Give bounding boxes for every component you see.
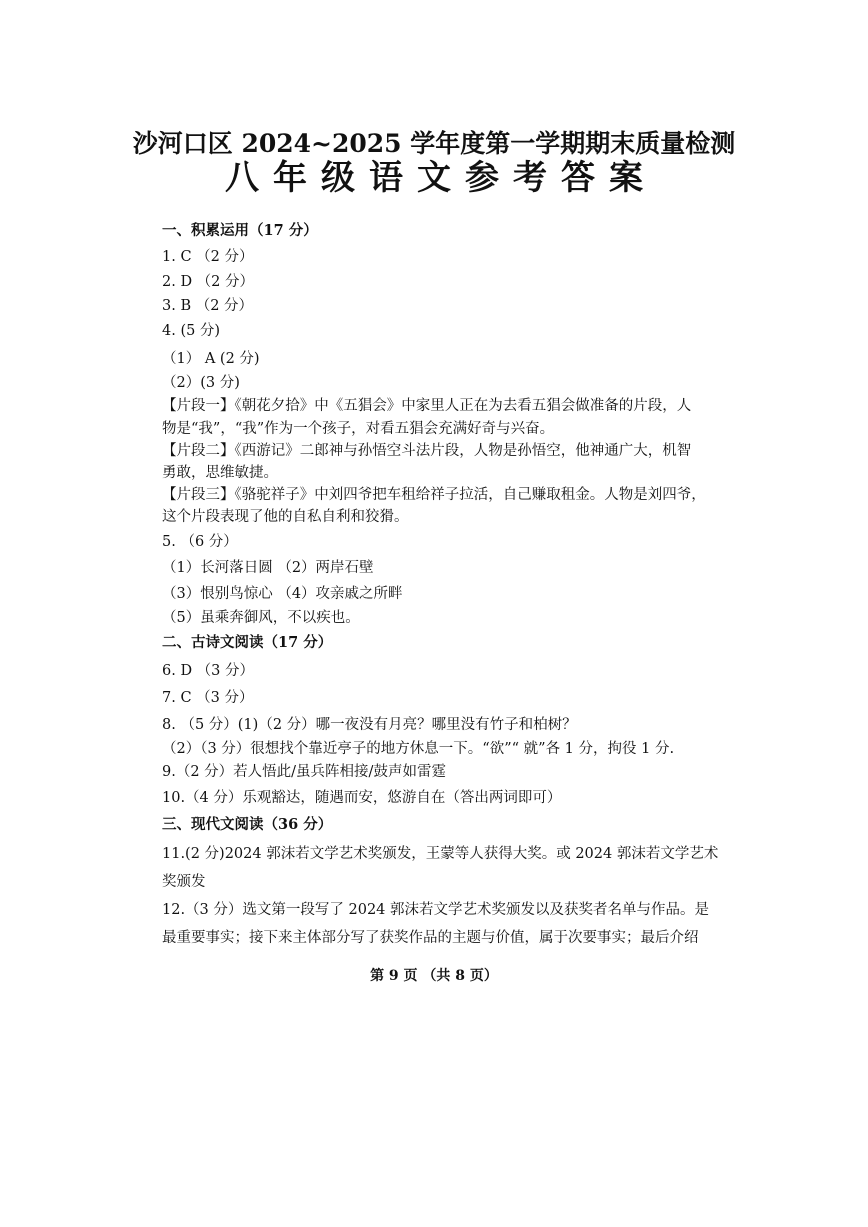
answer-key-title: 八年级语文参考答案 xyxy=(225,158,657,198)
fragment-three-line-1: 【片段三】《骆驼祥子》中刘四爷把车租给祥子拉活，自己赚取租金。人物是刘四爷， xyxy=(162,487,706,503)
answer-line-8: 8. （5 分）(1)（2 分）哪一夜没有月亮？哪里没有竹子和柏树？ xyxy=(162,717,577,733)
answer-line-11-cont: 奖颁发 xyxy=(162,874,206,890)
answer-line-12: 12.（3 分）选文第一段写了 2024 郭沫若文学艺术奖颁发以及获奖者名单与作品。是 xyxy=(162,902,710,918)
answer-line-6: 6. D （3 分） xyxy=(162,663,255,679)
answer-line-9: 9.（2 分）若人悟此/虽兵阵相接/鼓声如雷霆 xyxy=(162,764,446,780)
fragment-one-line-1: 【片段一】《朝花夕拾》中《五猖会》中家里人正在为去看五猖会做准备的片段，人 xyxy=(162,398,692,414)
fragment-three-line-2: 这个片段表现了他的自私自利和狡猾。 xyxy=(162,509,409,525)
section-heading-accumulation: 一、积累运用（17 分） xyxy=(162,222,318,239)
section-heading-modern: 三、现代文阅读（36 分） xyxy=(162,816,333,833)
answer-line-8-2: （2）（3 分）很想找个靠近亭子的地方休息一下。“欲”“ 就”各 1 分，拘役 1 分. xyxy=(162,741,675,757)
answer-line-4-1: （1） A (2 分) xyxy=(162,351,260,367)
fragment-two-line-1: 【片段二】《西游记》二郎神与孙悟空斗法片段，人物是孙悟空，他神通广大，机智 xyxy=(162,443,692,459)
section-heading-classical: 二、古诗文阅读（17 分） xyxy=(162,634,333,651)
fragment-one-line-2: 物是“我”，“我”作为一个孩子，对看五猖会充满好奇与兴奋。 xyxy=(162,421,555,437)
answer-line-12-cont: 最重要事实；接下来主体部分写了获奖作品的主题与价值，属于次要事实；最后介绍 xyxy=(162,930,699,946)
page-number: 第 9 页 （共 8 页） xyxy=(370,968,498,984)
answer-line-3: 3. B （2 分） xyxy=(162,298,254,314)
answer-line-1: 1. C （2 分） xyxy=(162,249,254,265)
answer-line-5-a: （1）长河落日圆 （2）两岸石壁 xyxy=(162,560,374,576)
answer-line-2: 2. D （2 分） xyxy=(162,274,255,290)
answer-line-7: 7. C （3 分） xyxy=(162,690,254,706)
answer-line-5-b: （3）恨别鸟惊心 （4）攻亲戚之所畔 xyxy=(162,586,403,602)
exam-title: 沙河口区 2024~2025 学年度第一学期期末质量检测 xyxy=(132,129,736,158)
answer-line-5-c: （5）虽乘奔御风，不以疾也。 xyxy=(162,610,360,626)
answer-line-5: 5. （6 分） xyxy=(162,534,238,550)
answer-line-10: 10.（4 分）乐观豁达，随遇而安，悠游自在（答出两词即可） xyxy=(162,790,562,806)
answer-line-4-2: （2）(3 分) xyxy=(162,375,240,391)
fragment-two-line-2: 勇敢，思维敏捷。 xyxy=(162,465,278,481)
answer-line-11: 11.(2 分)2024 郭沫若文学艺术奖颁发，王蒙等人获得大奖。或 2024 郭沫若文学艺术 xyxy=(162,846,719,862)
answer-line-4: 4. (5 分) xyxy=(162,323,221,339)
